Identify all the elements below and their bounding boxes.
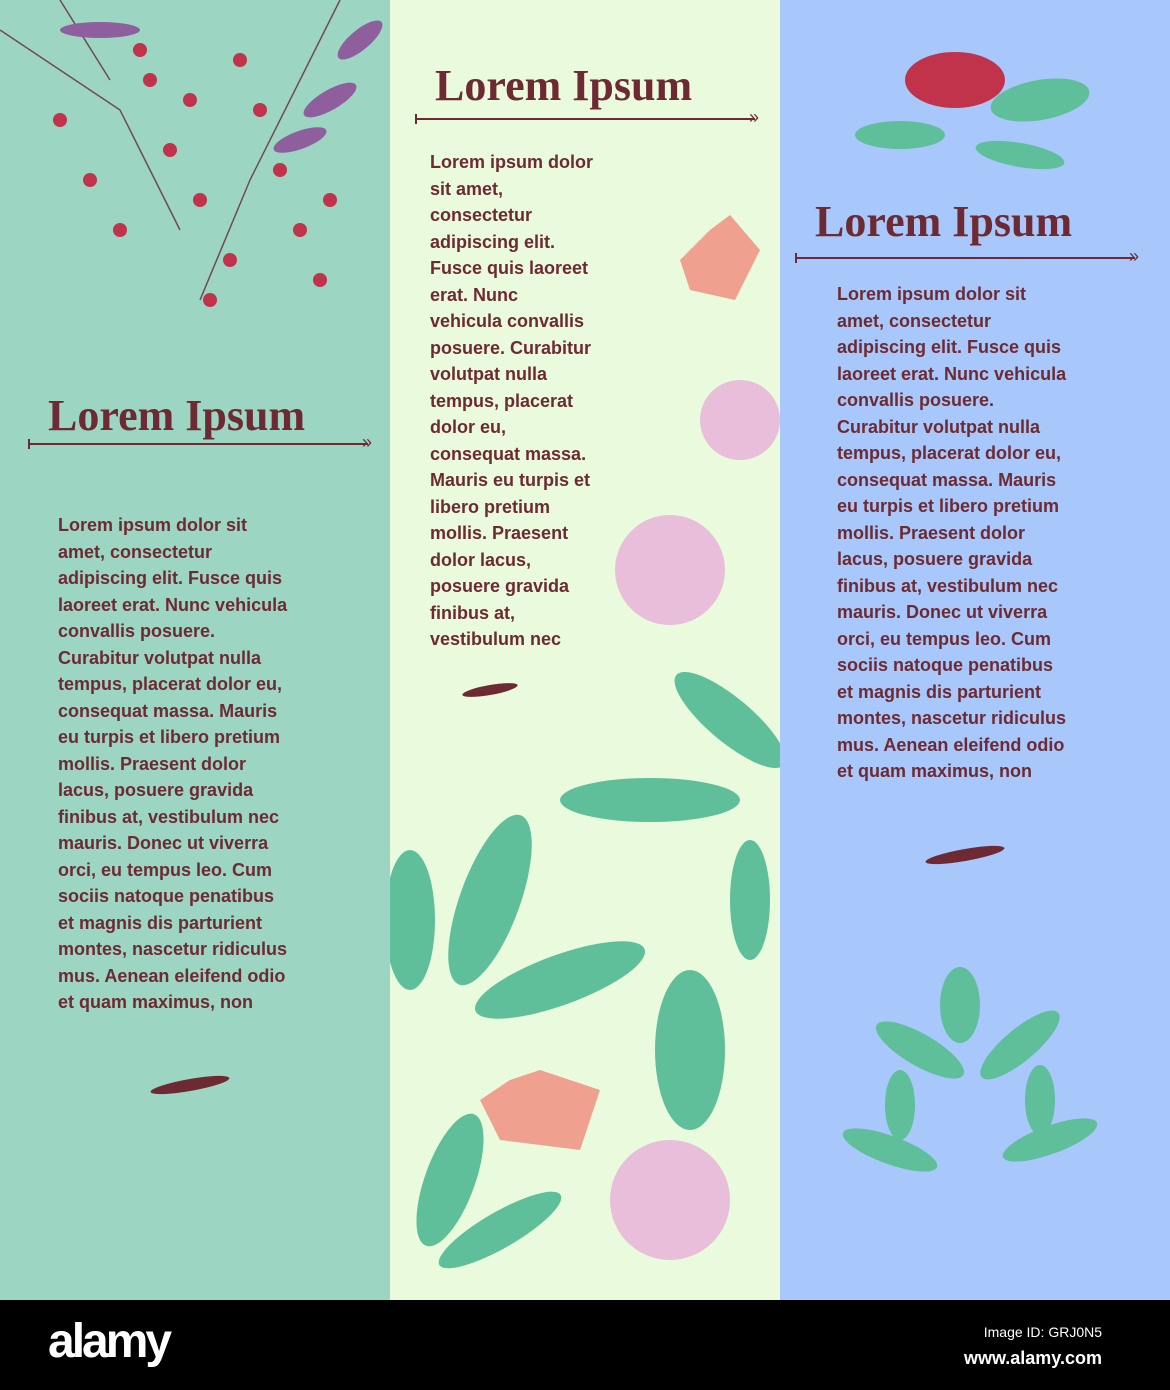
alamy-logo: alamy (48, 1315, 170, 1368)
berry (253, 103, 267, 117)
berry (323, 193, 337, 207)
body-text-line: mollis. Praesent (430, 523, 569, 543)
body-text-line: amet, consectetur (837, 310, 992, 331)
body-text-line: finibus at, (430, 602, 515, 623)
body-text-line: mus. Aenean eleifend odio (837, 734, 1065, 755)
body-text-line: Lorem ipsum dolor sit (837, 284, 1027, 304)
body-text-line: finibus at, vestibulum nec (58, 806, 280, 827)
footer-bar (0, 1300, 1170, 1390)
body-text-line: et quam maximus, non (58, 992, 254, 1012)
body-text-line: consequat massa. Mauris (837, 469, 1057, 490)
body-text-line: mauris. Donec ut viverra (837, 602, 1048, 622)
berry (233, 53, 247, 67)
body-text-line: laoreet erat. Nunc vehicula (58, 594, 288, 615)
body-text-line: convallis posuere. (837, 390, 995, 410)
body-text-line: volutpat nulla (430, 364, 547, 384)
berry (203, 293, 217, 307)
body-text-line: finibus at, vestibulum nec (837, 575, 1059, 596)
banner-body-text (430, 149, 593, 653)
image-id: Image ID: GRJ0N5 (983, 1324, 1102, 1340)
body-text-line: dolor eu, (430, 417, 506, 437)
berry (273, 163, 287, 177)
body-text-line: tempus, placerat dolor eu, (58, 674, 283, 694)
berry (113, 223, 127, 237)
body-text-line: laoreet erat. Nunc vehicula (837, 363, 1067, 384)
banner-1 (0, 0, 390, 1300)
berry (53, 113, 67, 127)
body-text-line: montes, nascetur ridiculus (58, 939, 288, 959)
body-text-line: et magnis dis parturient (58, 912, 263, 933)
body-text-line: libero pretium (430, 496, 551, 517)
body-text-line: lacus, posuere gravida (58, 780, 254, 800)
banner-body-text (58, 512, 287, 1016)
body-text-line: posuere. Curabitur (430, 337, 592, 358)
arrow-divider (795, 257, 1135, 259)
berry (293, 223, 307, 237)
banner-heading: Lorem Ipsum (48, 391, 306, 440)
body-text-line: Fusce quis laoreet (430, 258, 589, 278)
body-text-line: Curabitur volutpat nulla (58, 647, 262, 668)
body-text-line: et magnis dis parturient (837, 681, 1042, 702)
body-text-line: erat. Nunc (430, 284, 519, 305)
body-text-line: orci, eu tempus leo. Cum (837, 628, 1052, 649)
berry (163, 143, 177, 157)
banner-2 (390, 0, 780, 1300)
banner-body-text (837, 281, 1066, 785)
body-text-line: convallis posuere. (58, 621, 216, 641)
berry (133, 43, 147, 57)
body-text-line: Mauris eu turpis et (430, 470, 591, 490)
banner-heading: Lorem Ipsum (815, 197, 1073, 246)
body-text-line: tempus, placerat dolor eu, (837, 443, 1062, 463)
body-text-line: consequat massa. (430, 443, 587, 464)
berry (143, 73, 157, 87)
body-text-line: montes, nascetur ridiculus (837, 708, 1067, 728)
body-text-line: adipiscing elit. (430, 231, 556, 252)
body-text-line: et quam maximus, non (837, 761, 1033, 781)
body-text-line: vestibulum nec (430, 629, 562, 649)
arrow-divider (415, 118, 755, 120)
body-text-line: eu turpis et libero pretium (837, 496, 1060, 516)
body-text-line: consequat massa. Mauris (58, 700, 278, 721)
body-text-line: adipiscing elit. Fusce quis (58, 568, 283, 588)
body-text-line: consectetur (430, 205, 533, 225)
berry (223, 253, 237, 267)
body-text-line: adipiscing elit. Fusce quis (837, 337, 1062, 357)
body-text-line: Curabitur volutpat nulla (837, 416, 1041, 437)
body-text-line: sociis natoque penatibus (58, 886, 275, 906)
body-text-line: lacus, posuere gravida (837, 549, 1033, 569)
body-text-line: tempus, placerat (430, 390, 574, 411)
banner-3 (780, 0, 1170, 1300)
arrow-divider (28, 443, 368, 445)
body-text-line: mollis. Praesent dolor (58, 753, 247, 774)
body-text-line: sociis natoque penatibus (837, 655, 1054, 675)
berry (183, 93, 197, 107)
body-text-line: orci, eu tempus leo. Cum (58, 859, 273, 880)
body-text-line: eu turpis et libero pretium (58, 727, 281, 747)
berry (193, 193, 207, 207)
body-text-line: mus. Aenean eleifend odio (58, 965, 286, 986)
body-text-line: vehicula convallis (430, 311, 585, 331)
body-text-line: mauris. Donec ut viverra (58, 833, 269, 853)
berry (313, 273, 327, 287)
berry (83, 173, 97, 187)
body-text-line: sit amet, (430, 178, 504, 199)
body-text-line: posuere gravida (430, 576, 570, 596)
body-text-line: mollis. Praesent dolor (837, 522, 1026, 543)
site-url: www.alamy.com (963, 1348, 1102, 1368)
banner-heading: Lorem Ipsum (435, 61, 693, 110)
body-text-line: Lorem ipsum dolor sit (58, 515, 248, 535)
body-text-line: Lorem ipsum dolor (430, 152, 594, 172)
body-text-line: amet, consectetur (58, 541, 213, 562)
body-text-line: dolor lacus, (430, 549, 532, 570)
